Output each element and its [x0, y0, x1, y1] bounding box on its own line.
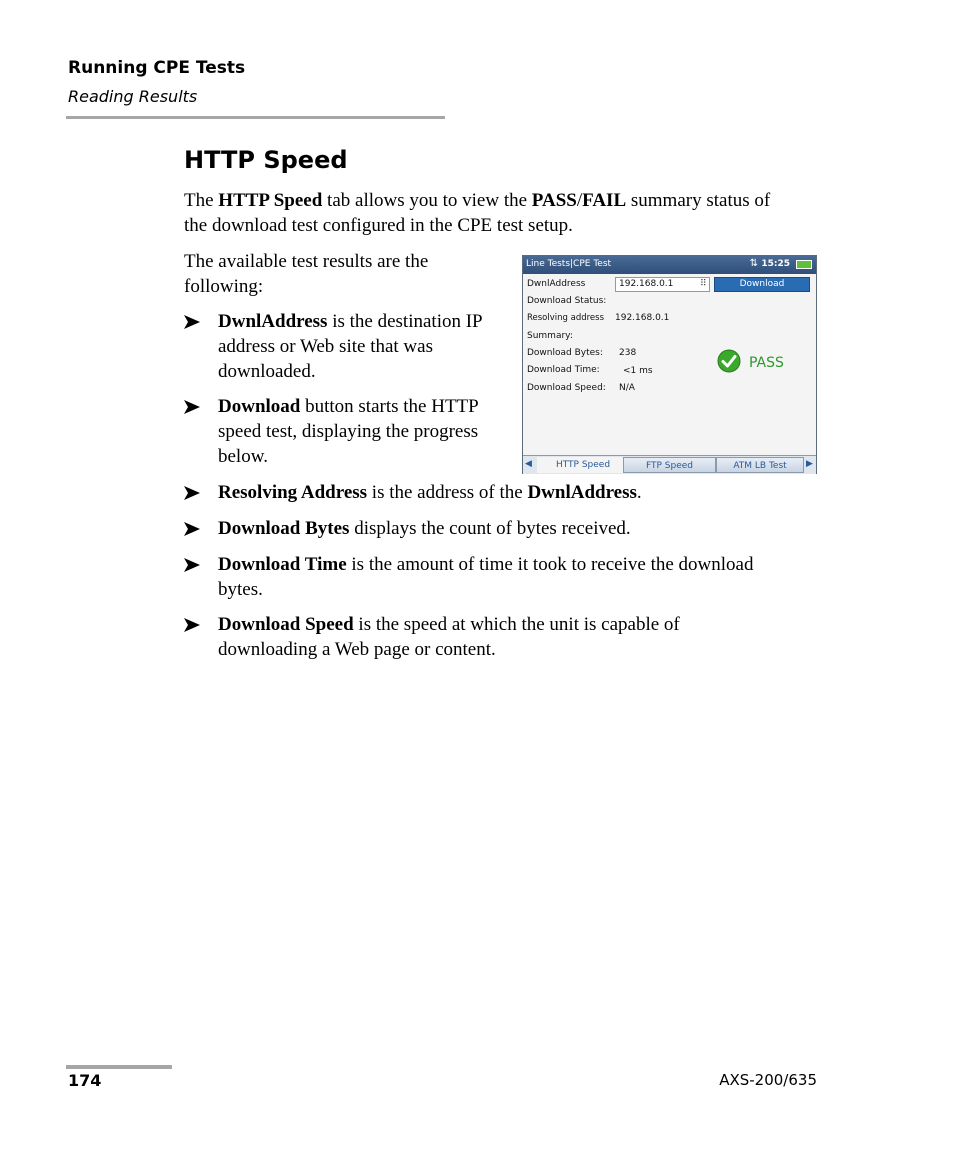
pass-check-icon [717, 349, 741, 373]
arrow-bullet-icon [184, 315, 200, 329]
tab-scroll-left-icon[interactable]: ◀ [525, 459, 532, 469]
device-clock: 15:25 [761, 259, 790, 269]
transfer-arrows-icon: ⇅ [749, 258, 758, 269]
page-title: HTTP Speed [184, 146, 348, 174]
arrow-bullet-icon [184, 400, 200, 414]
download-speed-label: Download Speed: [527, 383, 606, 393]
dwnl-address-label: DwnlAddress [527, 279, 586, 289]
header-rule [66, 116, 445, 119]
battery-icon [796, 260, 812, 269]
arrow-bullet-icon [184, 486, 200, 500]
footer-rule [66, 1065, 172, 1069]
device-screenshot [522, 255, 817, 474]
intro-line-2: the download test configured in the CPE test setup. [184, 215, 573, 236]
keyboard-icon[interactable]: ⠿ [700, 279, 707, 289]
pass-status: PASS [749, 355, 784, 371]
tab-scroll-right-icon[interactable]: ▶ [806, 459, 813, 469]
download-status-label: Download Status: [527, 296, 607, 306]
device-window-title: Line Tests|CPE Test [526, 259, 612, 269]
intro-paragraph [184, 188, 824, 238]
tab-http-speed[interactable]: HTTP Speed [537, 457, 629, 473]
resolving-address-label: Resolving address [527, 313, 605, 323]
intro-line-1: The HTTP Speed tab allows you to view the PASS/FAIL summary status of [184, 190, 771, 211]
section-subtitle: Reading Results [68, 87, 198, 106]
chapter-title: Running CPE Tests [68, 58, 246, 78]
tab-atm-lb-test[interactable]: ATM LB Test [716, 457, 804, 473]
device-title-bar [523, 256, 816, 274]
download-button[interactable]: Download [714, 277, 810, 292]
arrow-bullet-icon [184, 618, 200, 632]
download-time-value: <1 ms [623, 366, 653, 376]
page-number: 174 [68, 1071, 102, 1090]
summary-label: Summary: [527, 331, 573, 341]
download-bytes-label: Download Bytes: [527, 348, 603, 358]
resolving-address-value: 192.168.0.1 [615, 313, 670, 323]
arrow-bullet-icon [184, 522, 200, 536]
dwnl-address-input[interactable]: 192.168.0.1 [615, 277, 710, 292]
product-name: AXS-200/635 [719, 1071, 817, 1089]
tab-ftp-speed[interactable]: FTP Speed [623, 457, 716, 473]
arrow-bullet-icon [184, 558, 200, 572]
tab-bar [523, 455, 816, 474]
results-intro: The available test results are the following: [184, 251, 429, 297]
download-bytes-value: 238 [619, 348, 637, 358]
download-speed-value: N/A [619, 383, 635, 393]
download-time-label: Download Time: [527, 365, 600, 375]
